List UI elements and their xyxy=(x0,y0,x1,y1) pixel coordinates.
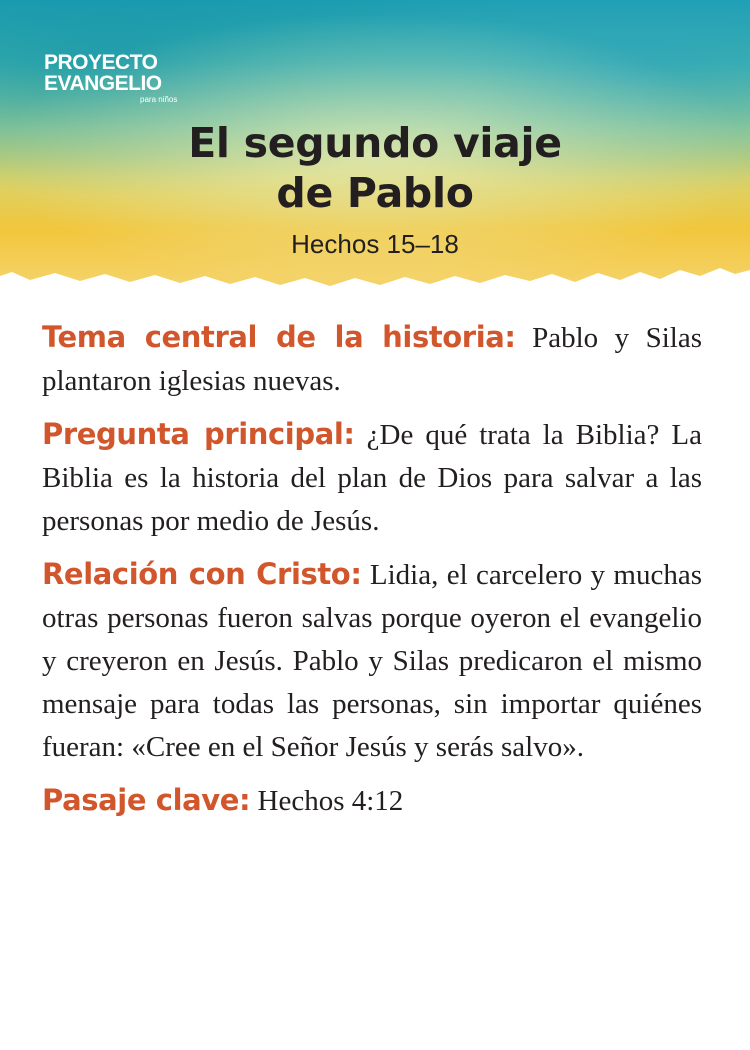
watercolor-header xyxy=(0,0,750,300)
lesson-summary xyxy=(42,316,702,833)
section-text: Lidia, el carcelero y muchas otras personas fueron salvas porque oyeron el evangelio y creyeron en Jesús. Pablo y Silas predicaron el mismo mensaje para todas las personas, sin importar quiénes fueran: «Cree en el Señor Jesús y serás salvo». xyxy=(42,559,702,763)
section-tema-central xyxy=(42,316,702,403)
section-label: Pregunta principal: xyxy=(42,417,355,451)
scripture-reference: Hechos 15–18 xyxy=(291,229,459,259)
section-pregunta-principal xyxy=(42,413,702,543)
section-label: Pasaje clave: xyxy=(42,783,251,817)
logo-line-2: EVANGELIO xyxy=(44,72,162,95)
section-text: ¿De qué trata la Biblia? La Biblia es la historia del plan de Dios para salvar a las personas por medio de Jesús. xyxy=(42,419,702,537)
logo-tagline: para niños xyxy=(140,95,178,104)
logo-line-1: PROYECTO xyxy=(44,51,158,74)
logo xyxy=(44,52,204,112)
section-relacion-con-cristo xyxy=(42,553,702,769)
title-line-1: El segundo viaje xyxy=(188,119,562,167)
section-text: Hechos 4:12 xyxy=(257,785,404,817)
section-pasaje-clave xyxy=(42,779,702,823)
title-line-2: de Pablo xyxy=(276,169,474,217)
page-title xyxy=(0,118,750,218)
section-label: Tema central de la historia: xyxy=(42,320,516,354)
section-label: Relación con Cristo: xyxy=(42,557,362,591)
section-text: Pablo y Silas plantaron iglesias nuevas. xyxy=(42,322,703,397)
